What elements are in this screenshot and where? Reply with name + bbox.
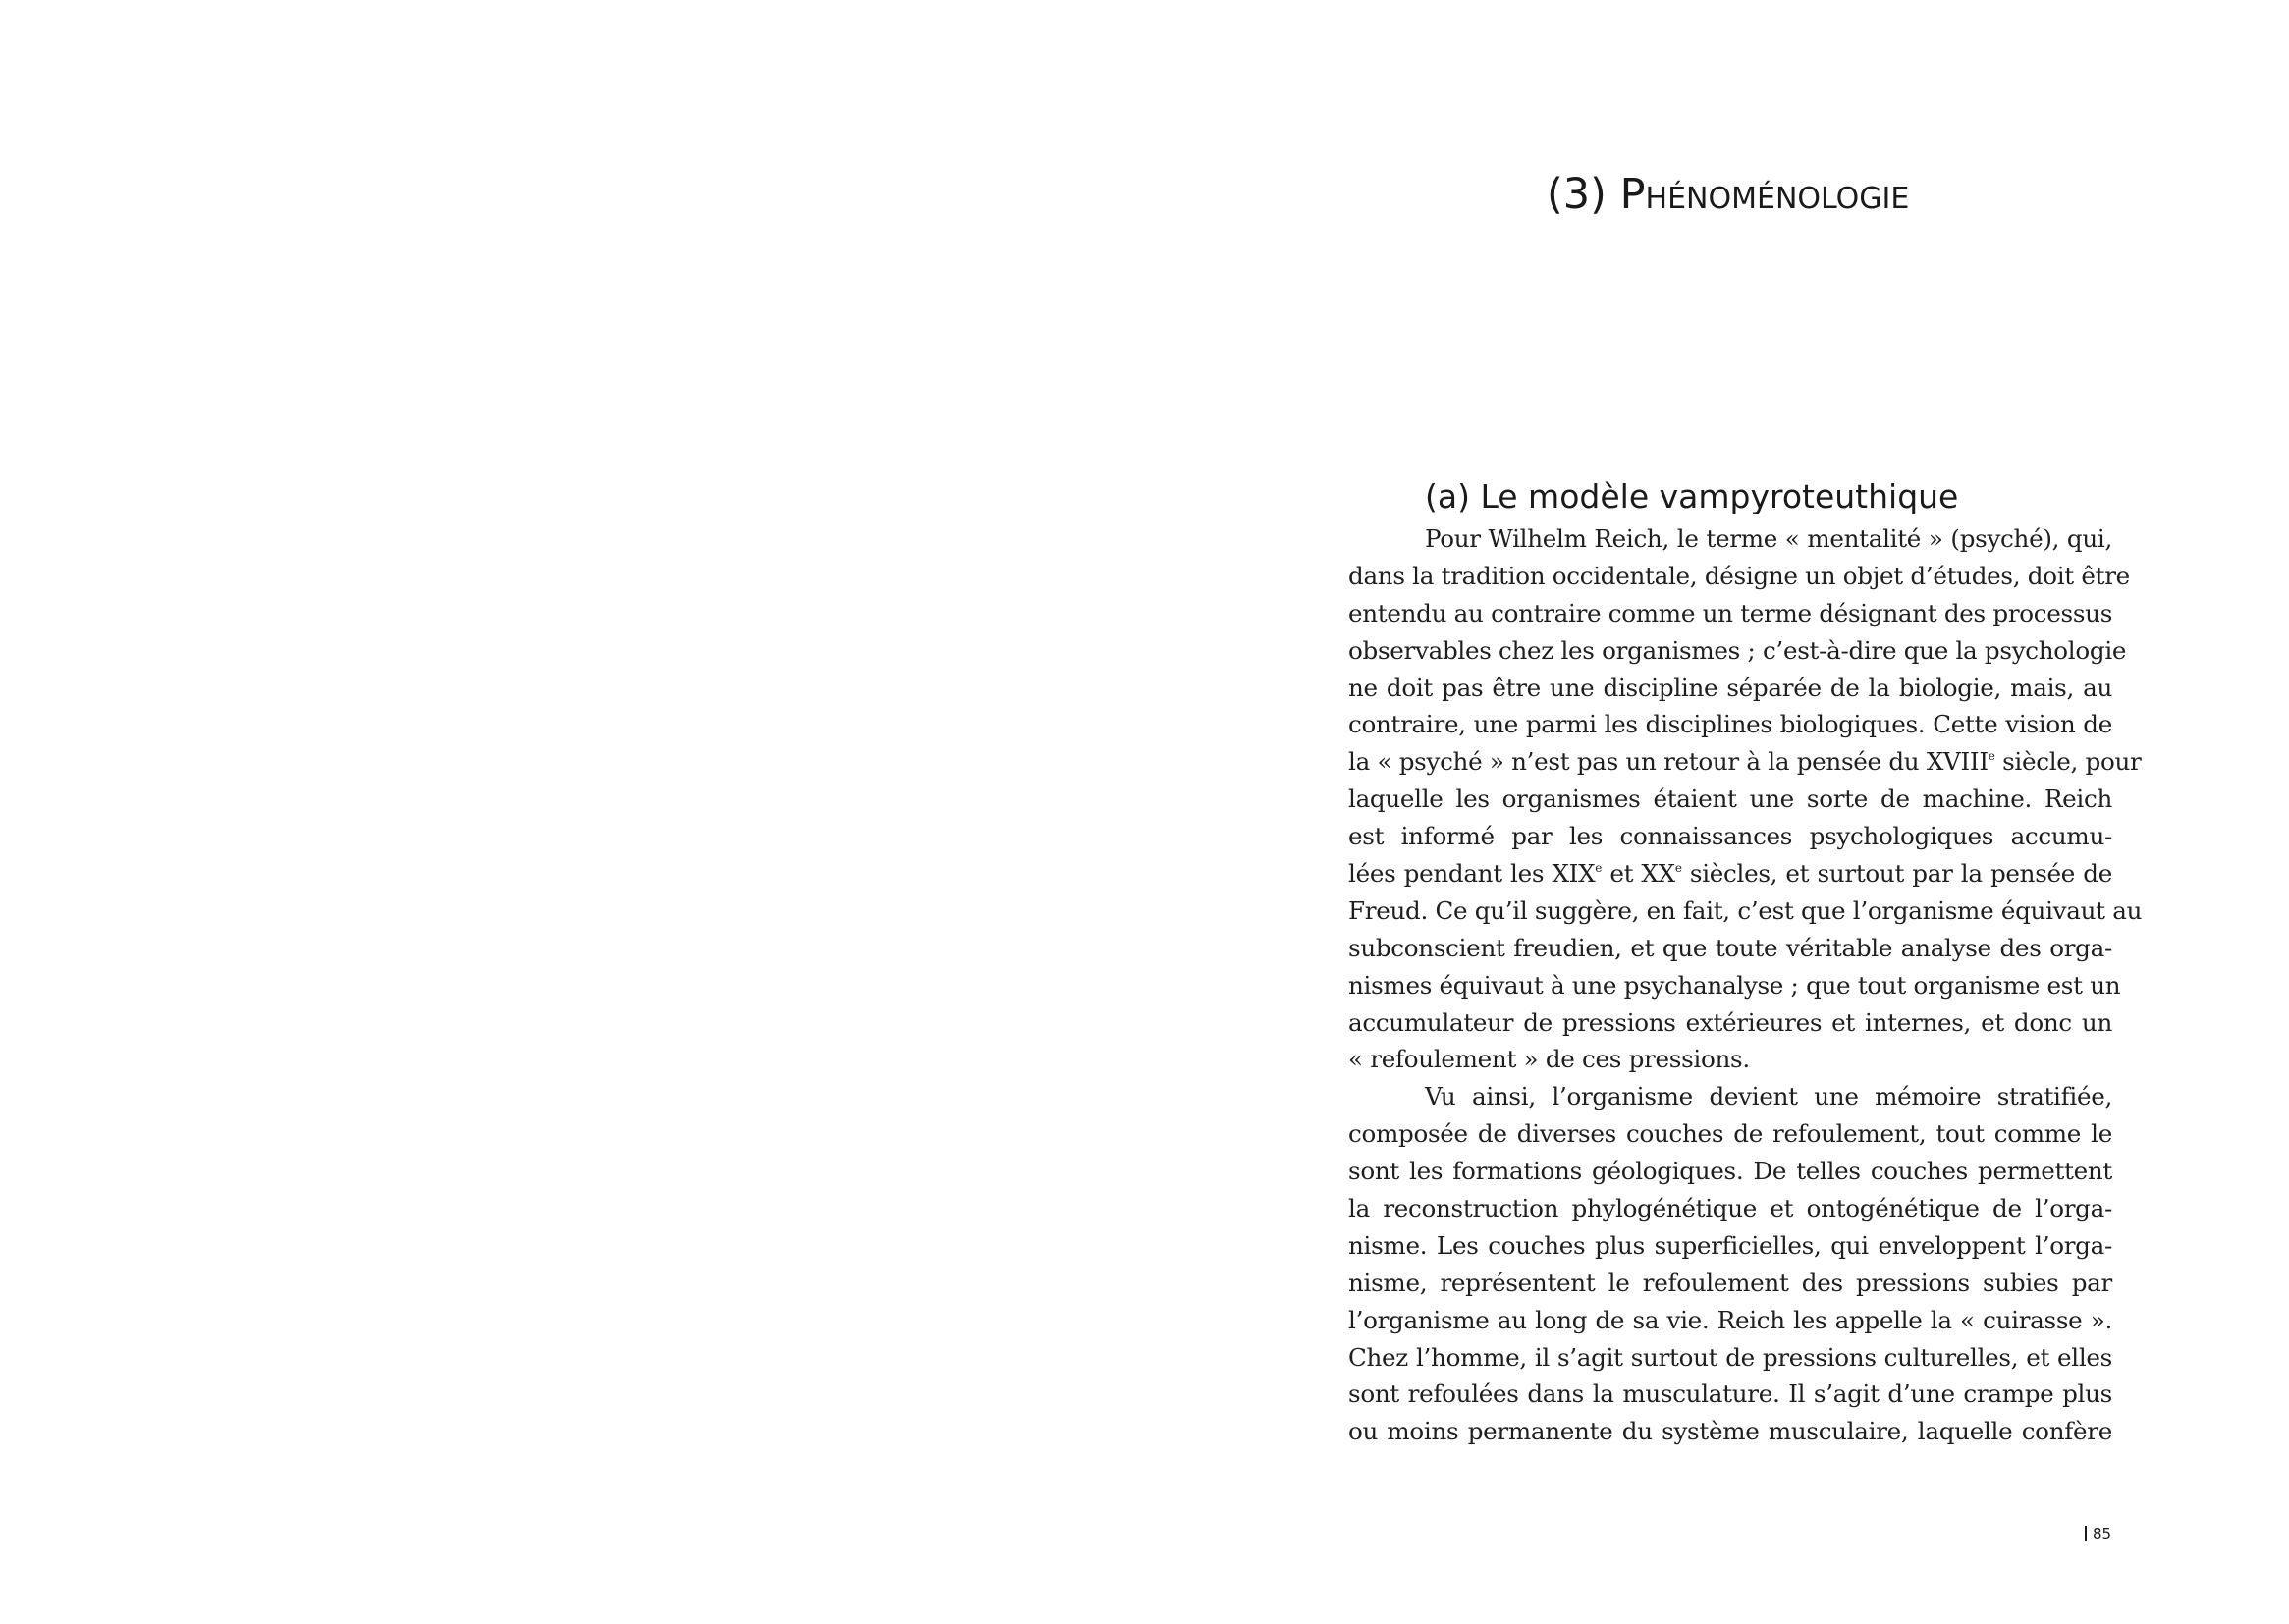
body-line: sont refoulées dans la musculature. Il s’agit d’une crampe plus bbox=[1348, 1380, 2112, 1409]
chapter-title-initial: P bbox=[1619, 170, 1646, 219]
page-number bbox=[2085, 1524, 2111, 1543]
right-page bbox=[1144, 0, 2289, 1624]
chapter-number: (3) bbox=[1547, 170, 1607, 219]
body-line: lées pendant les XIXe et XXe siècles, et surtout par la pensée de bbox=[1348, 859, 2112, 889]
body-line: entendu au contraire comme un terme désignant des processus bbox=[1348, 598, 2113, 627]
body-line: composée de diverses couches de refoulement, tout comme le bbox=[1348, 1119, 2112, 1149]
page-number-value: 85 bbox=[2093, 1525, 2112, 1543]
body-line: nisme. Les couches plus superficielles, qui enveloppent l’orga- bbox=[1348, 1230, 2112, 1260]
body-line: l’organisme au long de sa vie. Reich les appelle la « cuirasse ». bbox=[1348, 1305, 2112, 1334]
body-line: Freud. Ce qu’il suggère, en fait, c’est que l’organisme équivaut au bbox=[1348, 895, 2143, 925]
body-line: ne doit pas être une discipline séparée de la biologie, mais, au bbox=[1348, 673, 2112, 702]
body-line: est informé par les connaissances psychologiques accumu- bbox=[1348, 822, 2112, 851]
body-line: la « psyché » n’est pas un retour à la pensée du XVIIIe siècle, pour bbox=[1348, 747, 2142, 777]
body-line: sont les formations géologiques. De telles couches permettent bbox=[1348, 1157, 2112, 1186]
body-text bbox=[1348, 520, 2143, 1450]
folio-rule bbox=[2085, 1526, 2087, 1541]
body-line: Vu ainsi, l’organisme devient une mémoire stratifiée, bbox=[1425, 1082, 2112, 1111]
section-heading: (a) Le modèle vampyroteuthique bbox=[1425, 477, 1959, 515]
body-line: subconscient freudien, et que toute véritable analyse des orga- bbox=[1348, 933, 2112, 962]
body-line: observables chez les organismes ; c’est-à-dire que la psychologie bbox=[1348, 635, 2127, 665]
body-line: « refoulement » de ces pressions. bbox=[1348, 1045, 1750, 1074]
body-line: Pour Wilhelm Reich, le terme « mentalité » (psyché), qui, bbox=[1425, 524, 2112, 553]
body-line: contraire, une parmi les disciplines biologiques. Cette vision de bbox=[1348, 710, 2112, 739]
left-page-blank bbox=[0, 0, 1144, 1624]
superscript-ordinal: e bbox=[1988, 749, 1995, 764]
body-line: laquelle les organismes étaient une sorte de machine. Reich bbox=[1348, 785, 2112, 814]
body-line: nismes équivaut à une psychanalyse ; que tout organisme est un bbox=[1348, 970, 2121, 1000]
chapter-title-rest: hénoménologie bbox=[1645, 170, 1910, 219]
body-line: ou moins permanente du système musculaire, laquelle confère bbox=[1348, 1417, 2112, 1446]
superscript-ordinal: e bbox=[1674, 861, 1682, 876]
body-line: la reconstruction phylogénétique et ontogénétique de l’orga- bbox=[1348, 1194, 2112, 1223]
body-line: nisme, représentent le refoulement des pressions subies par bbox=[1348, 1268, 2112, 1297]
chapter-title bbox=[1547, 167, 1909, 222]
superscript-ordinal: e bbox=[1595, 861, 1603, 876]
body-line: accumulateur de pressions extérieures et internes, et donc un bbox=[1348, 1007, 2112, 1037]
body-line: Chez l’homme, il s’agit surtout de pressions culturelles, et elles bbox=[1348, 1342, 2112, 1372]
body-line: dans la tradition occidentale, désigne un objet d’études, doit être bbox=[1348, 561, 2130, 590]
